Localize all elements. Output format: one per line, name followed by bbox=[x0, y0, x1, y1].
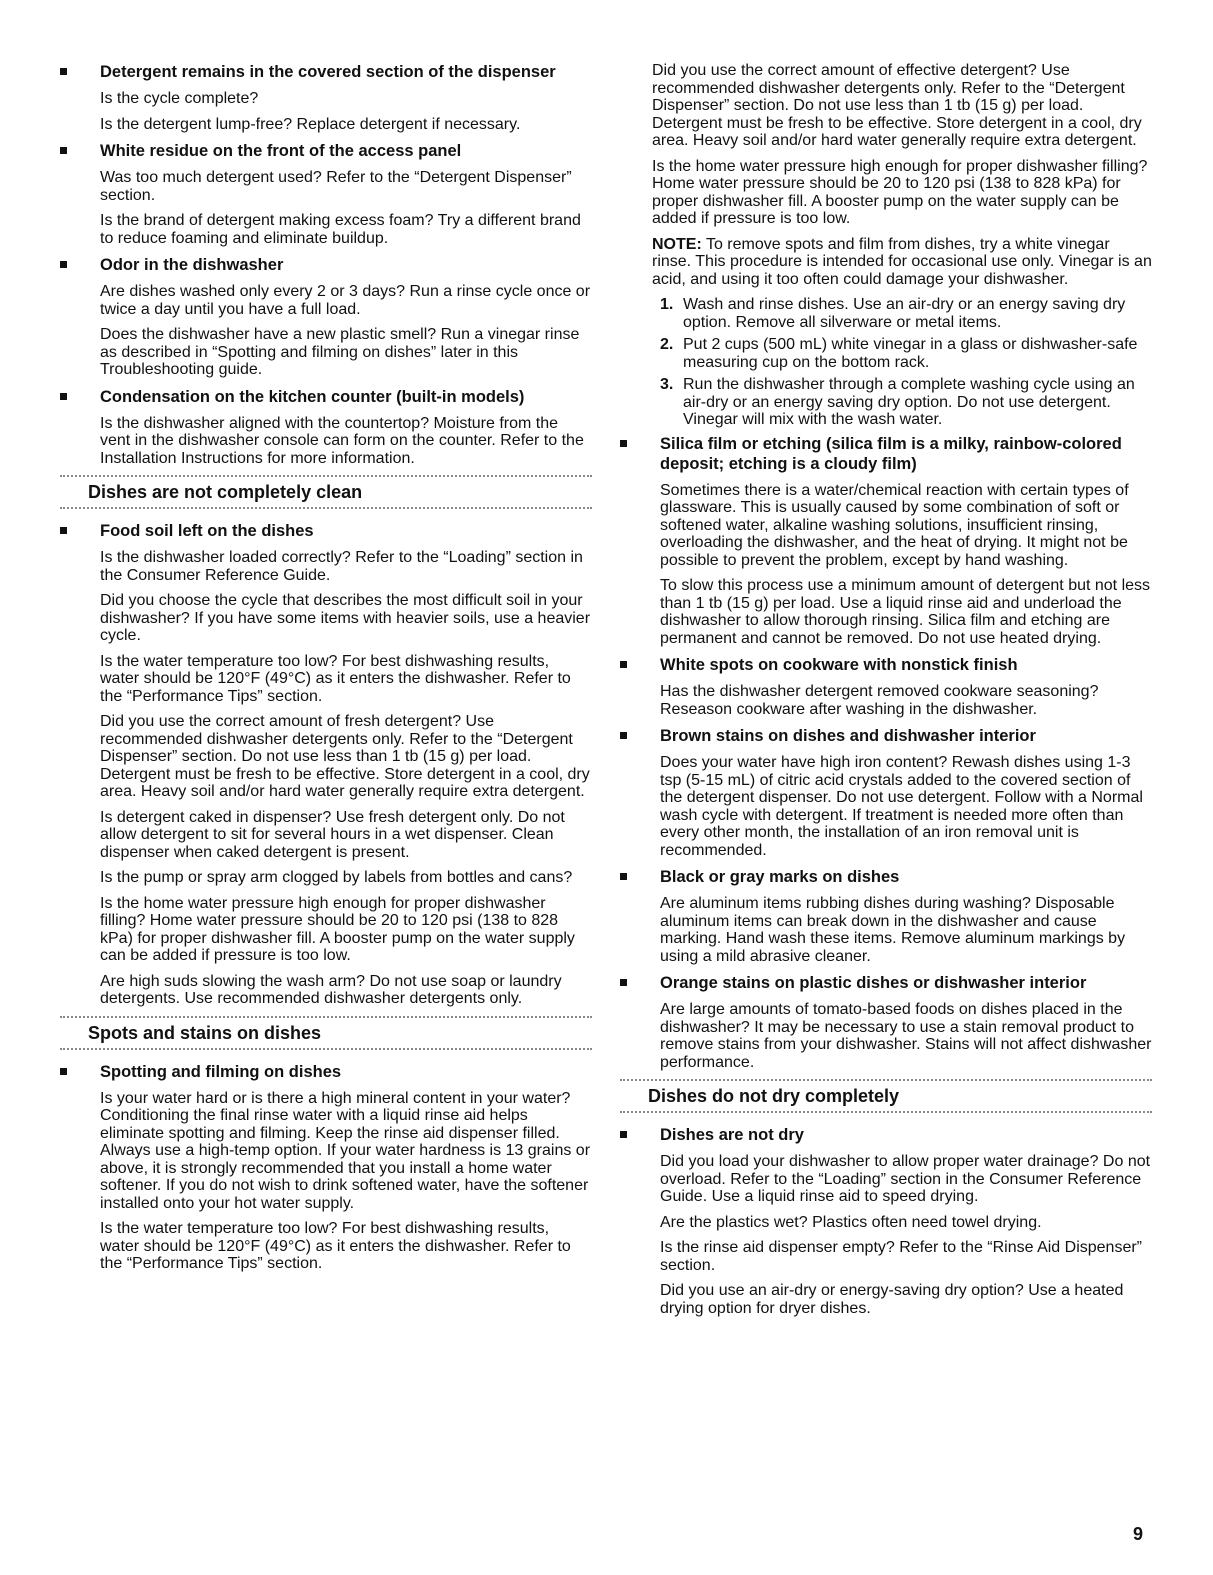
body-paragraph: Is the pump or spray arm clogged by labels from bottles and cans? bbox=[100, 869, 573, 886]
body-paragraph: Is the home water pressure high enough for proper dishwasher filling? Home water pressure should be 20 to 120 psi (138 to 828 kPa) for proper dishwasher fill. A booster pump on the water supply can be added if pressure is too low. bbox=[100, 894, 575, 964]
problem-heading-text: Dishes are not dry bbox=[660, 1126, 804, 1144]
step-number: 1. bbox=[660, 296, 674, 313]
numbered-step bbox=[620, 296, 1152, 331]
body-paragraph: Are the plastics wet? Plastics often need towel drying. bbox=[660, 1213, 1042, 1231]
body-paragraph: Is the cycle complete? bbox=[100, 90, 259, 107]
body-paragraph: Is the water temperature too low? For best dishwashing results, water should be 120°F (49°C) as it enters the dishwasher. Refer to the “Performance Tips” section. bbox=[100, 1220, 571, 1272]
body-paragraph: Are high suds slowing the wash arm? Do not use soap or laundry detergents. Use recommended dishwasher detergents only. bbox=[100, 972, 562, 1007]
step-text: Run the dishwasher through a complete washing cycle using an air-dry or an energy saving dry option. Do not use detergent. Vinegar will mix with the wash water. bbox=[683, 376, 1135, 428]
square-bullet-icon bbox=[620, 979, 627, 986]
dotted-divider bbox=[620, 1079, 1152, 1081]
problem-heading-text: Spotting and filming on dishes bbox=[100, 1062, 342, 1081]
dotted-divider bbox=[60, 1048, 592, 1050]
square-bullet-icon bbox=[60, 68, 67, 75]
body-paragraph: Are dishes washed only every 2 or 3 days? Run a rinse cycle once or twice a day until you have a full load. bbox=[100, 283, 591, 318]
right-column bbox=[620, 62, 1152, 1325]
square-bullet-icon bbox=[60, 147, 67, 154]
body-paragraph: Does the dishwasher have a new plastic smell? Run a vinegar rinse as described in “Spotting and filming on dishes” later in this Troubleshooting guide. bbox=[100, 326, 580, 378]
square-bullet-icon bbox=[60, 1068, 67, 1075]
problem-heading bbox=[620, 726, 1152, 746]
square-bullet-icon bbox=[620, 1131, 627, 1138]
body-paragraph: Did you choose the cycle that describes the most difficult soil in your dishwasher? If you have some items with heavier soils, use a heavier cycle. bbox=[100, 592, 591, 644]
problem-heading-text: Black or gray marks on dishes bbox=[660, 868, 900, 886]
body-paragraph: Has the dishwasher detergent removed cookware seasoning? Reseason cookware after washing in the dishwasher. bbox=[660, 683, 1099, 718]
body-paragraph: Does your water have high iron content? Rewash dishes using 1-3 tsp (5-15 mL) of citric acid crystals added to the covered section of the detergent dispenser. Do not use detergent. Follow with a Normal wash cycle with detergent. If treatment is needed more often than every other month, the installation of an iron removal unit is recommended. bbox=[660, 754, 1143, 859]
problem-heading-text: Orange stains on plastic dishes or dishwasher interior bbox=[660, 974, 1087, 992]
square-bullet-icon bbox=[620, 440, 627, 447]
body-paragraph: Did you load your dishwasher to allow proper water drainage? Do not overload. Refer to the “Loading” section in the Consumer Reference Guide. Use a liquid rinse aid to speed drying. bbox=[660, 1153, 1151, 1205]
problem-heading bbox=[60, 1062, 592, 1082]
step-text: Wash and rinse dishes. Use an air-dry or an energy saving dry option. Remove all silverware or metal items. bbox=[683, 296, 1126, 331]
step-number: 2. bbox=[660, 336, 674, 353]
numbered-step bbox=[620, 376, 1152, 429]
numbered-step bbox=[620, 336, 1152, 371]
problem-heading bbox=[60, 387, 592, 407]
section-header bbox=[620, 1079, 1152, 1113]
problem-heading-text: Food soil left on the dishes bbox=[100, 522, 314, 540]
problem-heading-text: Odor in the dishwasher bbox=[100, 256, 284, 274]
problem-heading-text: Silica film or etching (silica film is a milky, rainbow-colored deposit; etching is a cloudy film) bbox=[660, 434, 1122, 473]
problem-heading-text: Condensation on the kitchen counter (built-in models) bbox=[100, 387, 525, 406]
body-paragraph: Is the detergent lump-free? Replace detergent if necessary. bbox=[100, 115, 521, 133]
body-paragraph: Is detergent caked in dispenser? Use fresh detergent only. Do not allow detergent to sit for several hours in a wet dispenser. Clean dispenser when caked detergent is present. bbox=[100, 808, 565, 861]
body-paragraph: Is the brand of detergent making excess foam? Try a different brand to reduce foaming and eliminate buildup. bbox=[100, 212, 581, 247]
body-paragraph: Did you use an air-dry or energy-saving dry option? Use a heated drying option for dryer dishes. bbox=[660, 1282, 1124, 1317]
body-paragraph: Is the dishwasher loaded correctly? Refer to the “Loading” section in the Consumer Reference Guide. bbox=[100, 549, 583, 584]
square-bullet-icon bbox=[620, 873, 627, 880]
page-number: 9 bbox=[1132, 1524, 1143, 1544]
problem-heading bbox=[620, 1125, 1152, 1145]
problem-heading bbox=[60, 255, 592, 275]
square-bullet-icon bbox=[620, 732, 627, 739]
problem-heading bbox=[620, 655, 1152, 675]
square-bullet-icon bbox=[60, 393, 67, 400]
dotted-divider bbox=[60, 475, 592, 477]
dotted-divider bbox=[60, 507, 592, 509]
square-bullet-icon bbox=[60, 527, 67, 534]
note-label: NOTE: bbox=[652, 235, 702, 253]
note-text: To remove spots and film from dishes, try a white vinegar rinse. This procedure is intended for occasional use only. Vinegar is an acid, and using it too often could damage your dishwasher. bbox=[652, 235, 1152, 288]
problem-heading-text: White residue on the front of the access panel bbox=[100, 142, 462, 160]
body-paragraph: Did you use the correct amount of effective detergent? Use recommended dishwasher detergents only. Refer to the “Detergent Dispenser” section. Do not use less than 1 tb (15 g) per load. Detergent must be fresh to be effective. Store detergent in a cool, dry area. Heavy soil and/or hard water generally require extra detergent. bbox=[652, 62, 1142, 149]
body-paragraph: Is the water temperature too low? For best dishwashing results, water should be 120°F (49°C) as it enters the dishwasher. Refer to the “Performance Tips” section. bbox=[100, 652, 571, 705]
section-title: Spots and stains on dishes bbox=[88, 1022, 322, 1043]
note-paragraph bbox=[620, 236, 1152, 289]
body-paragraph: To slow this process use a minimum amount of detergent but not less than 1 tb (15 g) per load. Use a liquid rinse aid and underload the dishwasher to allow thorough rinsing. Silica film and etching are permanent and cannot be removed. Do not use heated drying. bbox=[660, 577, 1151, 647]
body-paragraph: Sometimes there is a water/chemical reaction with certain types of glassware. This is usually caused by some combination of soft or softened water, alkaline washing solutions, insufficient rinsing, overloading the dishwasher, and the heat of drying. It might not be possible to prevent the problem, except by hand washing. bbox=[660, 481, 1129, 569]
body-paragraph: Is the dishwasher aligned with the countertop? Moisture from the vent in the dishwasher console can form on the counter. Refer to the Installation Instructions for more information. bbox=[100, 414, 584, 467]
body-paragraph: Is the rinse aid dispenser empty? Refer to the “Rinse Aid Dispenser” section. bbox=[660, 1239, 1143, 1274]
body-paragraph: Are large amounts of tomato-based foods on dishes placed in the dishwasher? It may be necessary to use a stain removal product to remove stains from your dishwasher. Stains will not affect dishwasher performance. bbox=[660, 1001, 1152, 1071]
square-bullet-icon bbox=[60, 261, 67, 268]
dotted-divider bbox=[620, 1111, 1152, 1113]
dotted-divider bbox=[60, 1016, 592, 1018]
problem-heading bbox=[60, 62, 592, 82]
step-text: Put 2 cups (500 mL) white vinegar in a glass or dishwasher-safe measuring cup on the bottom rack. bbox=[683, 336, 1138, 371]
problem-heading bbox=[620, 867, 1152, 887]
section-title: Dishes are not completely clean bbox=[88, 482, 363, 502]
square-bullet-icon bbox=[620, 661, 627, 668]
body-paragraph: Is the home water pressure high enough for proper dishwasher filling? Home water pressure should be 20 to 120 psi (138 to 828 kPa) for proper dishwasher fill. A booster pump on the water supply can be added if pressure is too low. bbox=[652, 157, 1148, 227]
body-paragraph: Is your water hard or is there a high mineral content in your water? Conditioning the final rinse water with a liquid rinse aid helps eliminate spotting and filming. Keep the rinse aid dispenser filled. Always use a high-temp option. If your water hardness is 13 grains or above, it is strongly recommended that you install a home water softener. If you do not wish to drink softened water, have the softener installed onto your hot water supply. bbox=[100, 1089, 591, 1212]
step-number: 3. bbox=[660, 376, 674, 393]
problem-heading bbox=[620, 973, 1152, 993]
body-paragraph: Did you use the correct amount of fresh detergent? Use recommended dishwasher detergents only. Refer to the “Detergent Dispenser” section. Do not use less than 1 tb (15 g) per load. Detergent must be fresh to be effective. Store detergent in a cool, dry area. Heavy soil and/or hard water generally require extra detergent. bbox=[100, 713, 590, 800]
problem-heading-text: Detergent remains in the covered section of the dispenser bbox=[100, 63, 556, 81]
section-title: Dishes do not dry completely bbox=[648, 1086, 900, 1106]
problem-heading bbox=[60, 521, 592, 541]
problem-heading bbox=[60, 141, 592, 161]
body-paragraph: Are aluminum items rubbing dishes during washing? Disposable aluminum items can break down in the dishwasher and cause marking. Hand wash these items. Remove aluminum markings by using a mild abrasive cleaner. bbox=[660, 895, 1126, 965]
problem-heading-text: White spots on cookware with nonstick finish bbox=[660, 656, 1018, 674]
problem-heading-text: Brown stains on dishes and dishwasher interior bbox=[660, 727, 1036, 745]
left-column bbox=[60, 62, 592, 1281]
problem-heading bbox=[620, 434, 1152, 474]
body-paragraph: Was too much detergent used? Refer to the “Detergent Dispenser” section. bbox=[100, 169, 572, 204]
section-header bbox=[60, 1016, 592, 1050]
section-header bbox=[60, 475, 592, 509]
